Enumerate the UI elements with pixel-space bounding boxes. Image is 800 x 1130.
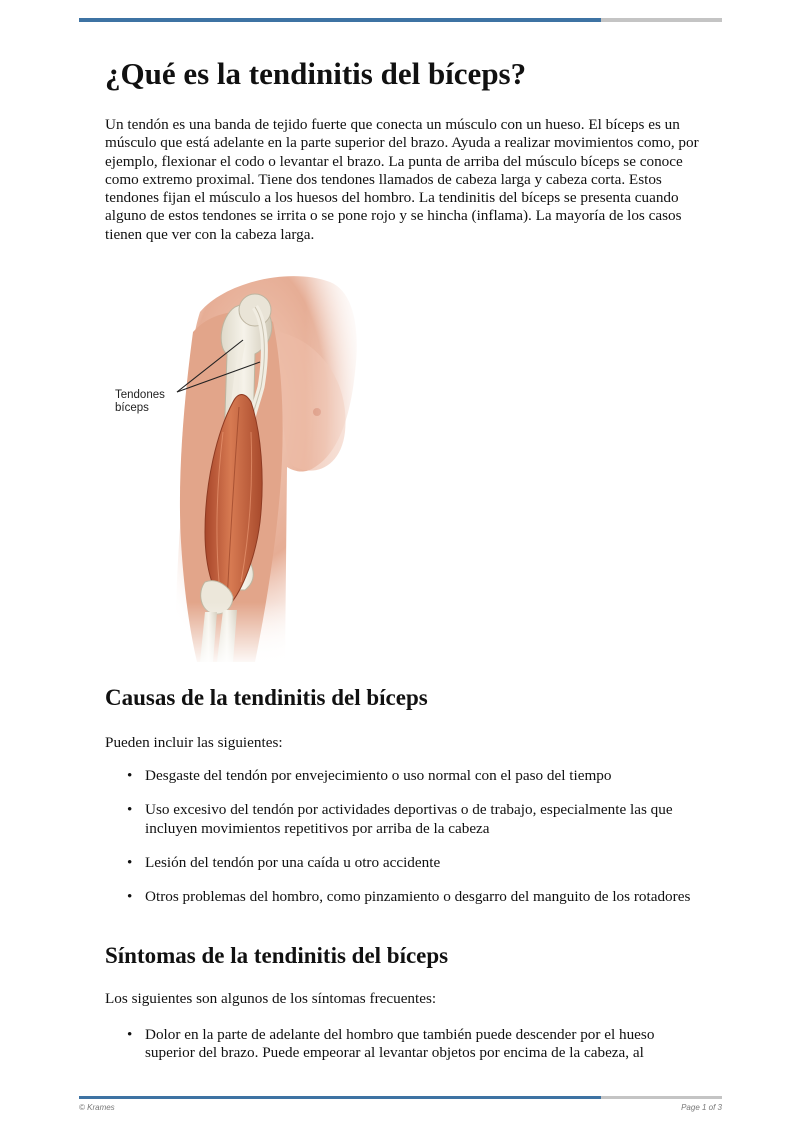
footer-page-number: Page 1 of 3 [681,1103,722,1112]
list-item [127,1026,692,1063]
bullet-icon: • [127,853,133,871]
list-item-text: Desgaste del tendón por envejecimiento o uso normal con el paso del tiempo [145,767,612,784]
list-item [127,767,692,785]
bullet-icon: • [127,767,133,784]
top-progress-rule [79,18,722,22]
top-rule-accent [79,18,601,22]
bullet-icon: • [127,1026,133,1043]
list-item-text: Uso excesivo del tendón por actividades deportivas o de trabajo, especialmente las que incluyen movimientos repetitivos por arriba de la cabeza [145,801,673,837]
list-item [127,854,692,872]
label-biceps: bíceps [115,402,149,414]
section-heading-sintomas: Síntomas de la tendinitis del bíceps [105,943,449,968]
bullet-icon: • [127,801,133,819]
list-item-text: Dolor en la parte de adelante del hombro que también puede descender por el hueso superior del brazo. Puede empeorar al levantar objetos por encima de la cabeza, al [145,1026,655,1062]
biceps-illustration [105,262,405,667]
bottom-progress-rule [79,1096,722,1099]
page-title: ¿Qué es la tendinitis del bíceps? [105,56,527,91]
list-item-text: Otros problemas del hombro, como pinzamiento o desgarro del manguito de los rotadores [145,888,691,906]
footer-copyright: © Krames [79,1103,115,1112]
section-heading-causas: Causas de la tendinitis del bíceps [105,685,428,710]
list-item [127,801,692,838]
sintomas-lead: Los siguientes son algunos de los síntomas frecuentes: [105,990,437,1007]
causas-list [127,767,692,922]
list-item [127,888,692,906]
label-tendones: Tendones [115,389,165,401]
sintomas-list [127,1026,692,1063]
intro-paragraph: Un tendón es una banda de tejido fuerte que conecta un músculo con un hueso. El bíceps es un músculo que está adelante en la parte superior del brazo. Ayuda a realizar movimientos como, por ejemplo, flexionar el codo o levantar el brazo. La punta de arriba del músculo bíceps se conoce como extremo proximal. Tiene dos tendones llamados de cabeza larga y cabeza corta. Estos tendones fijan el músculo a los huesos del hombro. La tendinitis del bíceps se presenta cuando alguno de estos tendones se irrita o se pone rojo y se hincha (inflama). La mayoría de los casos tienen que ver con la cabeza larga. [105,116,699,243]
arm-anatomy-image [105,262,405,667]
causas-lead: Pueden incluir las siguientes: [105,734,283,751]
list-item-text: Lesión del tendón por una caída u otro accidente [145,853,441,871]
bullet-icon: • [127,888,133,906]
bottom-rule-accent [79,1096,601,1099]
